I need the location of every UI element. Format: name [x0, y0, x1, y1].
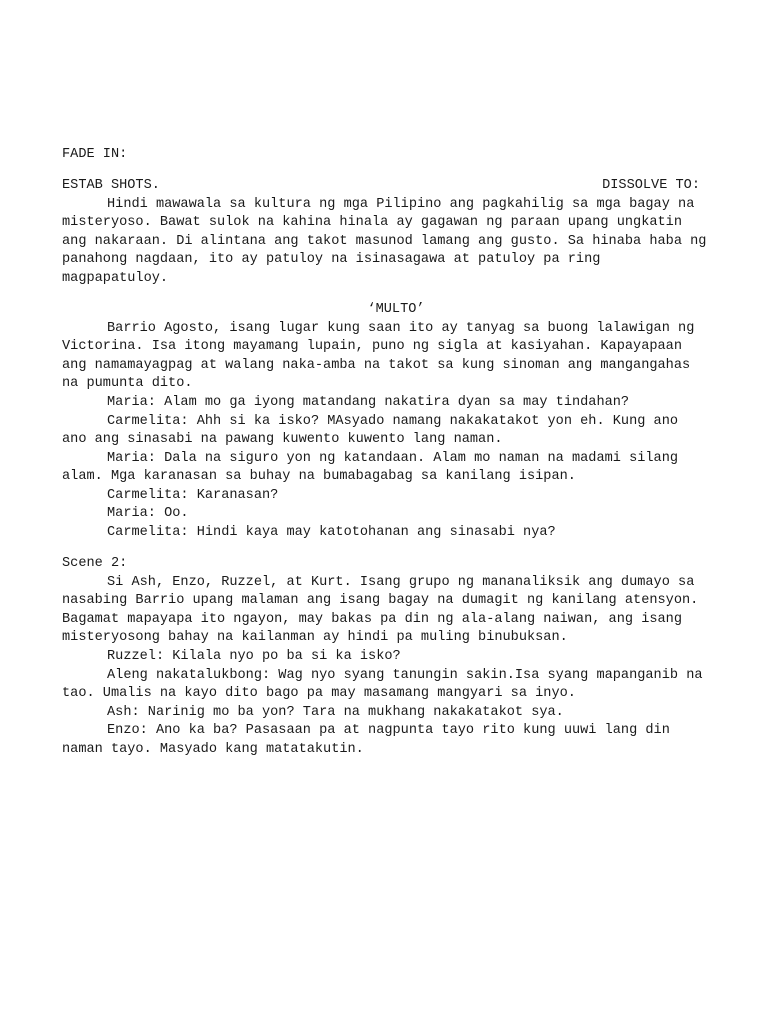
dialogue-line: Aleng nakatalukbong: Wag nyo syang tanungin sakin.Isa syang mapanganib na tao. Umalis na kayo dito bago pa may masamang mangyari sa inyo. — [62, 667, 703, 702]
fade-in-heading: FADE IN: — [62, 147, 128, 162]
script-page — [62, 146, 710, 760]
script-title: ‘MULTO’ — [367, 301, 425, 317]
scene-2-heading: Scene 2: — [62, 556, 128, 572]
barrio-paragraph: Barrio Agosto, isang lugar kung saan ito ay tanyag sa buong lalawigan ng Victorina. Isa itong mayamang lupain, puno ng sigla at kasiyahan. Kapayapaan ang namamayagpag at walang naka-amba na takot sa kung sinoman ang mangangahas na pumunta dito. — [62, 320, 695, 392]
dialogue-line: Carmelita: Ahh si ka isko? MAsyado namang nakakatakot yon eh. Kung ano ano ang sinasabi na pawang kuwento kuwento lang naman. — [62, 413, 679, 448]
scene-2-paragraph: Si Ash, Enzo, Ruzzel, at Kurt. Isang grupo ng mananaliksik ang dumayo sa nasabing Barrio upang malaman ang isang bagay na dumagit ng kanilang atensyon. Bagamat mapayapa ito ngayon, may bakas pa din ng ala-alang naiwan, ang isang misteryosong bahay na kailanman ay hindi pa muling binubuksan. — [62, 574, 699, 646]
dissolve-to-transition: DISSOLVE TO: — [602, 177, 700, 193]
dialogue-line: Carmelita: Hindi kaya may katotohanan ang sinasabi nya? — [107, 525, 556, 541]
intro-paragraph: Hindi mawawala sa kultura ng mga Pilipino ang pagkahilig sa mga bagay na misteryoso. Bawat sulok na kahina hinala ay gagawan ng paraan upang ungkatin ang nakaraan. Di alintana ang takot masunod lamang ang gusto. Sa hinaba haba ng panahong nagdaan, ito ay patuloy na isinasagawa at patuloy pa ring magpapatuloy. — [62, 196, 707, 286]
dialogue-line: Maria: Oo. — [107, 506, 189, 522]
dialogue-line: Enzo: Ano ka ba? Pasasaan pa at nagpunta tayo rito kung uuwi lang din naman tayo. Masyado kang matatakutin. — [62, 723, 670, 757]
dialogue-line: Ash: Narinig mo ba yon? Tara na mukhang nakakatakot sya. — [107, 704, 564, 720]
dialogue-line: Ruzzel: Kilala nyo po ba si ka isko? — [107, 649, 401, 665]
estab-transition-row — [62, 177, 710, 196]
estab-shots-heading: ESTAB SHOTS. — [62, 177, 160, 193]
dialogue-line: Maria: Alam mo ga iyong matandang nakatira dyan sa may tindahan? — [107, 394, 630, 410]
dialogue-line: Carmelita: Karanasan? — [107, 487, 279, 503]
dialogue-line: Maria: Dala na siguro yon ng katandaan. Alam mo naman na madami silang alam. Mga karanasan sa buhay na bumabagabag sa kanilang isipan. — [62, 450, 679, 485]
